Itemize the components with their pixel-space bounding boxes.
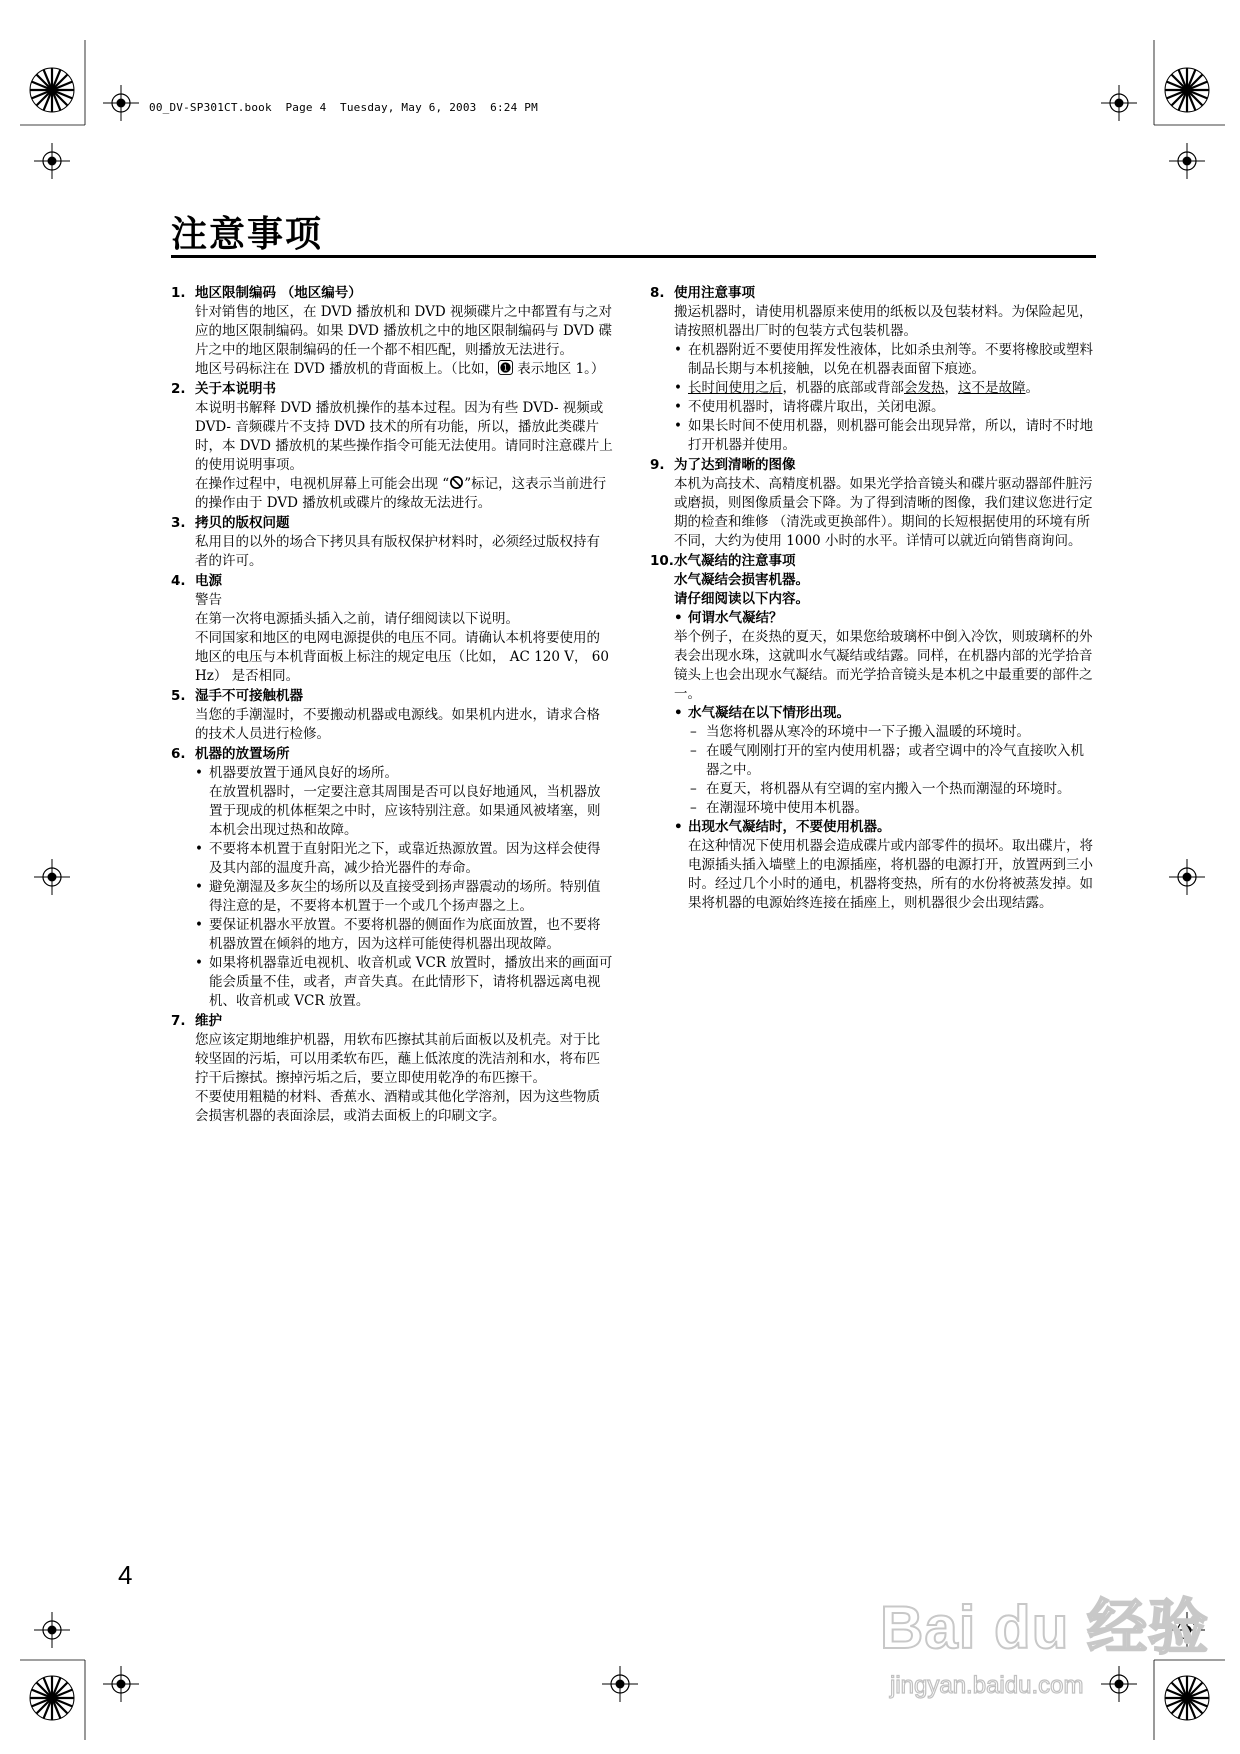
- prohibited-icon: [449, 475, 464, 490]
- list-item: [674, 818, 1095, 837]
- bullet-marker: •: [195, 917, 203, 933]
- section-title: 水气凝结的注意事项: [674, 553, 796, 569]
- bullet-marker: •: [674, 705, 683, 721]
- subheading: 何谓水气凝结？: [688, 610, 783, 626]
- section-number: 10.: [650, 553, 674, 569]
- list-item-text: [688, 379, 1095, 398]
- bullet-marker: •: [674, 342, 682, 358]
- paragraph: 在这种情况下使用机器会造成碟片或内部零件的损坏。取出碟片，将电源插头插入墙壁上的电源插座，将机器的电源打开，放置两到三小时。经过几个小时的通电，机器将变热，所有的水份将被蒸发掉。如果将机器的电源始终连接在插座上，则机器很少会出现结露。: [688, 838, 1093, 911]
- registration-starburst-icon: [30, 1676, 74, 1720]
- registration-target-icon: [34, 1612, 70, 1648]
- section-title: 湿手不可接触机器: [195, 688, 303, 704]
- section-copyright: [171, 514, 613, 571]
- page-number: 4: [118, 1560, 133, 1590]
- warning-label: 警告: [195, 592, 222, 608]
- section-number: 9.: [650, 457, 665, 473]
- list-item: [195, 916, 613, 954]
- underlined-text: 这不是故障: [958, 380, 1026, 396]
- text-run: ，: [944, 380, 958, 396]
- baidu-watermark: [880, 1580, 1210, 1730]
- watermark-url: jingyan.baidu.com: [890, 1672, 1084, 1699]
- registration-target-icon: [34, 143, 70, 179]
- bullet-marker: •: [195, 879, 203, 895]
- section-usage-notes: [650, 284, 1095, 455]
- paragraph: 搬运机器时，请使用机器原来使用的纸板以及包装材料。为保险起见，请按照机器出厂时的包装方式包装机器。: [674, 304, 1093, 339]
- registration-target-icon: [1169, 859, 1205, 895]
- list-item: [674, 704, 1095, 723]
- underlined-text: 会发热: [904, 380, 945, 396]
- dash-item-text: 在暖气刚刚打开的室内使用机器；或者空调中的冷气直接吹入机器之中。: [706, 743, 1084, 778]
- section-heading: [171, 380, 613, 399]
- paragraph: 不要使用粗糙的材料、香蕉水、酒精或其他化学溶剂，因为这些物质会损害机器的表面涂层，或消去面板上的印刷文字。: [195, 1089, 600, 1124]
- bullet-marker: •: [674, 380, 682, 396]
- dash-item-text: 在潮湿环境中使用本机器。: [706, 800, 868, 816]
- dash-item-text: 当您将机器从寒冷的环境中一下子搬入温暖的环境时。: [706, 724, 1030, 740]
- section-number: 2.: [171, 381, 186, 397]
- section-heading: [650, 552, 1095, 571]
- registration-target-icon: [103, 1666, 139, 1702]
- bullet-marker: •: [674, 399, 682, 415]
- text-run: 在操作过程中，电视机屏幕上可能会出现 “: [195, 476, 450, 492]
- dash-item: [674, 780, 1095, 799]
- list-item: [674, 341, 1095, 379]
- text-run: 表示地区 1。）: [513, 361, 605, 377]
- text-run: 。: [1025, 380, 1039, 396]
- list-item-text: 机器要放置于通风良好的场所。: [209, 765, 398, 781]
- registration-target-icon: [103, 85, 139, 121]
- section-title: 使用注意事项: [674, 285, 755, 301]
- left-column: [171, 284, 613, 1127]
- list-item: [195, 878, 613, 916]
- subheading: 出现水气凝结时，不要使用机器。: [688, 819, 891, 835]
- section-number: 5.: [171, 688, 186, 704]
- section-title: 关于本说明书: [195, 381, 276, 397]
- dash-item: [674, 723, 1095, 742]
- section-number: 8.: [650, 285, 665, 301]
- list-item-text: 避免潮湿及多灰尘的场所以及直接受到扬声器震动的场所。特别值得注意的是，不要将本机置于一个或几个扬声器之上。: [209, 879, 601, 914]
- list-item: [674, 609, 1095, 628]
- list-item: [674, 398, 1095, 417]
- list-item-text: 在机器附近不要使用挥发性液体，比如杀虫剂等。不要将橡胶或塑料制品长期与本机接触，以免在机器表面留下痕迹。: [688, 342, 1093, 377]
- section-power: [171, 572, 613, 686]
- bullet-marker: •: [195, 841, 203, 857]
- registration-starburst-icon: [1165, 68, 1209, 112]
- paragraph: 本说明书解释 DVD 播放机操作的基本过程。因为有些 DVD- 视频或 DVD- 音频碟片不支持 DVD 技术的所有功能，所以，播放此类碟片时，本 DVD 播放机的某些操作指令可能无法使用。请同时注意碟片上的使用说明事项。: [195, 400, 613, 473]
- section-maintenance: [171, 1012, 613, 1126]
- dash-item-text: 在夏天，将机器从有空调的室内搬入一个热而潮湿的环境时。: [706, 781, 1071, 797]
- list-item-text: 如果将机器靠近电视机、收音机或 VCR 放置时，播放出来的画面可能会质量不佳，或者，声音失真。在此情形下，请将机器远离电视机、收音机或 VCR 放置。: [209, 955, 613, 1009]
- text-run: ，机器的底部或背部: [782, 380, 904, 396]
- bullet-marker: •: [674, 819, 683, 835]
- section-heading: [171, 687, 613, 706]
- section-placement: [171, 745, 613, 1011]
- section-wet-hands: [171, 687, 613, 744]
- section-number: 6.: [171, 746, 186, 762]
- section-region-code: [171, 284, 613, 379]
- list-item-text: 如果长时间不使用机器，则机器可能会出现异常，所以，请时不时地打开机器并使用。: [688, 418, 1093, 453]
- section-number: 3.: [171, 515, 186, 531]
- file-info-header: 00_DV-SP301CT.book Page 4 Tuesday, May 6, 2003 6:24 PM: [149, 101, 538, 114]
- section-title: 地区限制编码 （地区编号）: [195, 285, 362, 301]
- bullet-marker: •: [195, 955, 203, 971]
- text-run: ”标记，这表示当前进行的操作由于 DVD 播放机或碟片的缘故无法进行。: [195, 476, 607, 511]
- page-title: 注意事项: [171, 214, 324, 255]
- paragraph: 举个例子，在炎热的夏天，如果您给玻璃杯中倒入冷饮，则玻璃杯的外表会出现水珠，这就叫水气凝结或结露。同样，在机器内部的光学拾音镜头上也会出现水气凝结。而光学拾音镜头是本机之中最重要的部件之一。: [674, 629, 1093, 702]
- dash-marker: –: [690, 743, 697, 759]
- paragraph: 当您的手潮湿时，不要搬动机器或电源线。如果机内进水，请求合格的技术人员进行检修。: [195, 707, 600, 742]
- section-number: 1.: [171, 285, 186, 301]
- section-title: 机器的放置场所: [195, 746, 290, 762]
- list-item-text: 不要将本机置于直射阳光之下，或靠近热源放置。因为这样会使得及其内部的温度升高，减少拾光器件的寿命。: [209, 841, 601, 876]
- paragraph: 针对销售的地区，在 DVD 播放机和 DVD 视频碟片之中都置有与之对应的地区限制编码。如果 DVD 播放机之中的地区限制编码与 DVD 碟片之中的地区限制编码的任一个都不相匹配，则播放无法进行。: [195, 304, 612, 358]
- region-globe-icon: [498, 360, 513, 375]
- paragraph: 不同国家和地区的电网电源提供的电压不同。请确认本机将要使用的地区的电压与本机背面板上标注的规定电压（比如， AC 120 V， 60 Hz） 是否相同。: [195, 630, 609, 684]
- dash-marker: –: [690, 800, 697, 816]
- section-heading: [171, 572, 613, 591]
- list-item-text: 要保证机器水平放置。不要将机器的侧面作为底面放置，也不要将机器放置在倾斜的地方，因为这样可能使得机器出现故障。: [209, 917, 601, 952]
- registration-target-icon: [602, 1666, 638, 1702]
- text-run: 地区号码标注在 DVD 播放机的背面板上。（比如，: [195, 361, 498, 377]
- section-heading: [171, 284, 613, 303]
- registration-target-icon: [1101, 85, 1137, 121]
- section-heading: [171, 514, 613, 533]
- registration-starburst-icon: [30, 68, 74, 112]
- list-item: [195, 954, 613, 1011]
- section-heading: [171, 1012, 613, 1031]
- watermark-logo: Bai du 经验: [880, 1594, 1210, 1661]
- list-item: [195, 840, 613, 878]
- section-title: 电源: [195, 573, 222, 589]
- bullet-marker: •: [674, 418, 682, 434]
- paragraph: 在放置机器时，一定要注意其周围是否可以良好地通风，当机器放置于现成的机体框架之中时，应该特别注意。如果通风被堵塞，则本机会出现过热和故障。: [209, 784, 601, 838]
- dash-marker: –: [690, 724, 697, 740]
- paragraph: 您应该定期地维护机器，用软布匹擦拭其前后面板以及机壳。对于比较坚固的污垢，可以用柔软布匹，蘸上低浓度的洗洁剂和水，将布匹拧干后擦拭。擦掉污垢之后，要立即使用乾净的布匹擦干。: [195, 1032, 600, 1086]
- section-heading: [171, 745, 613, 764]
- list-item: [195, 764, 613, 783]
- bullet-marker: •: [674, 610, 683, 626]
- paragraph: [195, 360, 613, 379]
- paragraph: 私用目的以外的场合下拷贝具有版权保护材料时，必须经过版权持有者的许可。: [195, 534, 600, 569]
- list-item-text: 不使用机器时，请将碟片取出，关闭电源。: [688, 399, 945, 415]
- dash-item: [674, 799, 1095, 818]
- section-clear-image: [650, 456, 1095, 551]
- section-number: 7.: [171, 1013, 186, 1029]
- registration-target-icon: [1169, 143, 1205, 179]
- bullet-marker: •: [195, 765, 203, 781]
- section-heading: [650, 456, 1095, 475]
- section-title: 维护: [195, 1013, 222, 1029]
- section-title: 为了达到清晰的图像: [674, 457, 796, 473]
- dash-marker: –: [690, 781, 697, 797]
- registration-target-icon: [34, 859, 70, 895]
- section-title: 拷贝的版权问题: [195, 515, 290, 531]
- bold-warning: 请仔细阅读以下内容。: [674, 591, 809, 607]
- list-item: [674, 379, 1095, 398]
- bold-warning: 水气凝结会损害机器。: [674, 572, 809, 588]
- section-condensation: [650, 552, 1095, 913]
- section-heading: [650, 284, 1095, 303]
- subheading: 水气凝结在以下情形出现。: [688, 705, 850, 721]
- underlined-text: 长时间使用之后: [688, 380, 783, 396]
- paragraph: 在第一次将电源插头插入之前，请仔细阅读以下说明。: [195, 611, 519, 627]
- title-rule: [171, 255, 1096, 258]
- section-number: 4.: [171, 573, 186, 589]
- svg-text:1: 1: [503, 363, 508, 373]
- right-column: [650, 284, 1095, 914]
- dash-item: [674, 742, 1095, 780]
- list-item: [674, 417, 1095, 455]
- paragraph: [195, 475, 613, 513]
- section-about-manual: [171, 380, 613, 513]
- paragraph: 本机为高技术、高精度机器。如果光学拾音镜头和碟片驱动器部件脏污或磨损，则图像质量会下降。为了得到清晰的图像，我们建议您进行定期的检查和维修 （清洗或更换部件）。期间的长短根据使用的环境有所不同，大约为使用 1000 小时的水平。详情可以就近向销售商询问。: [674, 476, 1093, 549]
